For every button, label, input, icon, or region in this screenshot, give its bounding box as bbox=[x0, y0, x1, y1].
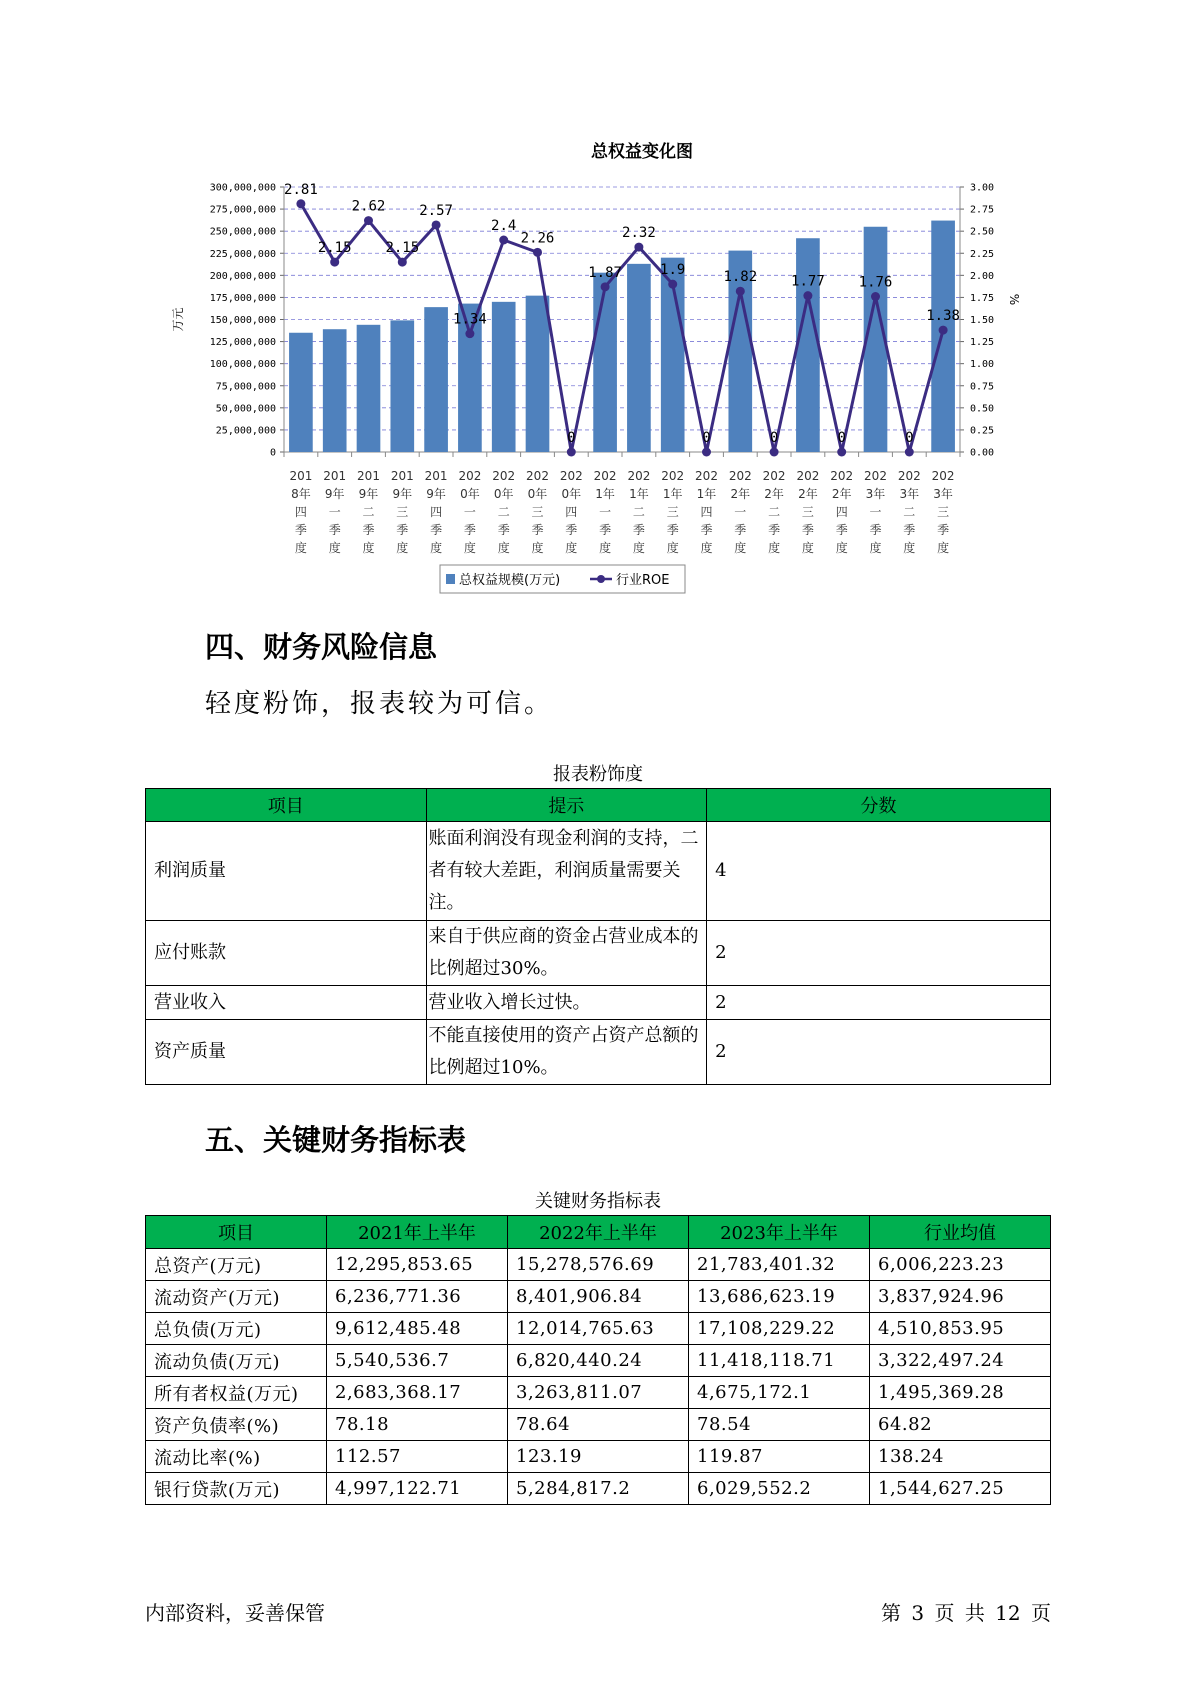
kpi-2021h1: 112.57 bbox=[327, 1441, 508, 1473]
roe-data-label: 1.77 bbox=[791, 273, 825, 290]
roe-point bbox=[803, 291, 812, 300]
risk-item: 资产质量 bbox=[146, 1020, 427, 1085]
kpi-2023h1: 78.54 bbox=[689, 1409, 870, 1441]
x-tick-label: 202 bbox=[897, 469, 921, 483]
x-tick-label: 度 bbox=[734, 541, 747, 555]
x-tick-label: 三 bbox=[396, 505, 409, 519]
x-tick-label: 度 bbox=[463, 541, 476, 555]
x-tick-label: 季 bbox=[903, 523, 916, 537]
x-tick-label: 一 bbox=[463, 505, 476, 519]
kpi-2022h1: 12,014,765.63 bbox=[508, 1313, 689, 1345]
roe-point bbox=[770, 448, 779, 457]
x-tick-label: 202 bbox=[695, 469, 718, 483]
x-tick-label: 3年 bbox=[865, 487, 886, 501]
x-tick-label: 二 bbox=[362, 505, 375, 519]
legend-swatch-bars bbox=[446, 574, 455, 584]
roe-data-label: 0 bbox=[567, 430, 576, 446]
x-tick-label: 季 bbox=[531, 523, 544, 537]
roe-point bbox=[601, 282, 610, 291]
table-row bbox=[146, 1281, 1051, 1313]
bar bbox=[323, 329, 347, 452]
kpi-industry-avg: 3,322,497.24 bbox=[870, 1345, 1051, 1377]
kpi-2022h1: 15,278,576.69 bbox=[508, 1249, 689, 1281]
x-tick-label: 季 bbox=[801, 523, 814, 537]
y-tick-label: 250,000,000 bbox=[209, 226, 276, 238]
risk-score: 2 bbox=[707, 986, 1051, 1020]
x-tick-label: 0年 bbox=[460, 487, 480, 501]
x-tick-label: 2年 bbox=[798, 487, 818, 501]
risk-score: 2 bbox=[707, 921, 1051, 986]
x-tick-label: 度 bbox=[599, 541, 612, 555]
roe-point bbox=[702, 448, 711, 457]
roe-point bbox=[398, 258, 407, 267]
x-tick-label: 季 bbox=[362, 523, 375, 537]
kpi-header-2023h1: 2023年上半年 bbox=[689, 1216, 870, 1249]
x-tick-label: 季 bbox=[869, 523, 882, 537]
x-tick-label: 202 bbox=[458, 469, 482, 483]
roe-point bbox=[533, 248, 542, 257]
y-tick-label: 0 bbox=[269, 447, 276, 459]
y2-tick-label: 1.75 bbox=[970, 292, 995, 304]
kpi-2021h1: 12,295,853.65 bbox=[327, 1249, 508, 1281]
x-tick-label: 202 bbox=[492, 469, 516, 483]
x-tick-label: 度 bbox=[903, 541, 916, 555]
kpi-table bbox=[145, 1215, 1051, 1505]
x-tick-label: 202 bbox=[931, 469, 955, 483]
x-tick-label: 一 bbox=[734, 505, 747, 519]
x-tick-label: 201 bbox=[390, 469, 414, 483]
roe-data-label: 2.62 bbox=[351, 198, 386, 215]
roe-data-label: 1.34 bbox=[453, 311, 487, 328]
x-tick-label: 9年 bbox=[358, 487, 379, 501]
x-tick-label: 四 bbox=[294, 505, 307, 519]
x-tick-label: 季 bbox=[599, 523, 612, 537]
x-tick-label: 度 bbox=[430, 541, 443, 555]
kpi-industry-avg: 1,495,369.28 bbox=[870, 1377, 1051, 1409]
y-tick-label: 75,000,000 bbox=[215, 381, 276, 393]
kpi-2023h1: 21,783,401.32 bbox=[689, 1249, 870, 1281]
kpi-item: 流动负债(万元) bbox=[146, 1345, 327, 1377]
roe-point bbox=[905, 448, 914, 457]
bar bbox=[424, 307, 448, 452]
x-tick-label: 季 bbox=[430, 523, 443, 537]
footer-page-number: 第 3 页 共 12 页 bbox=[881, 1601, 1051, 1625]
y2-tick-label: 2.50 bbox=[970, 226, 995, 238]
x-tick-label: 0年 bbox=[527, 487, 548, 501]
y-tick-label: 275,000,000 bbox=[209, 204, 276, 216]
y-tick-label: 150,000,000 bbox=[209, 315, 276, 326]
x-tick-label: 三 bbox=[937, 505, 950, 519]
roe-point bbox=[296, 199, 305, 208]
x-tick-label: 四 bbox=[430, 505, 443, 519]
roe-data-label: 2.32 bbox=[622, 225, 656, 242]
kpi-table-caption: 关键财务指标表 bbox=[535, 1191, 661, 1212]
x-tick-label: 度 bbox=[835, 541, 848, 555]
x-tick-label: 季 bbox=[768, 523, 781, 537]
x-tick-label: 季 bbox=[463, 523, 476, 537]
x-tick-label: 季 bbox=[666, 523, 679, 537]
risk-item: 利润质量 bbox=[146, 822, 427, 921]
equity-chart bbox=[160, 130, 1040, 600]
x-tick-label: 1年 bbox=[595, 487, 615, 501]
x-tick-label: 9年 bbox=[426, 487, 446, 501]
kpi-header-item: 项目 bbox=[146, 1216, 327, 1249]
x-tick-label: 四 bbox=[565, 505, 578, 519]
roe-point bbox=[837, 448, 846, 457]
x-tick-label: 2年 bbox=[764, 487, 784, 501]
y-tick-label: 225,000,000 bbox=[209, 248, 276, 260]
x-tick-label: 四 bbox=[700, 505, 713, 519]
risk-score: 4 bbox=[707, 822, 1051, 921]
x-tick-label: 0年 bbox=[493, 487, 514, 501]
roe-data-label: 0 bbox=[905, 430, 914, 446]
x-tick-label: 度 bbox=[328, 541, 341, 555]
x-tick-label: 3年 bbox=[899, 487, 920, 501]
x-tick-label: 度 bbox=[666, 541, 679, 555]
table-row bbox=[146, 921, 1051, 986]
y-tick-label: 200,000,000 bbox=[209, 270, 276, 282]
x-tick-label: 度 bbox=[937, 541, 950, 555]
legend-swatch-marker bbox=[597, 575, 605, 583]
kpi-2021h1: 6,236,771.36 bbox=[327, 1281, 508, 1313]
risk-header-hint: 提示 bbox=[426, 789, 707, 822]
y2-tick-label: 2.25 bbox=[970, 248, 995, 260]
x-tick-label: 201 bbox=[323, 469, 347, 483]
bar bbox=[627, 264, 651, 452]
kpi-2023h1: 6,029,552.2 bbox=[689, 1473, 870, 1505]
kpi-industry-avg: 138.24 bbox=[870, 1441, 1051, 1473]
x-tick-label: 三 bbox=[801, 505, 814, 519]
roe-data-label: 1.9 bbox=[660, 262, 686, 279]
kpi-item: 总资产(万元) bbox=[146, 1249, 327, 1281]
x-tick-label: 度 bbox=[565, 541, 578, 555]
kpi-2021h1: 4,997,122.71 bbox=[327, 1473, 508, 1505]
risk-table bbox=[145, 788, 1051, 1085]
x-tick-label: 1年 bbox=[662, 487, 683, 501]
footer-confidential-note: 内部资料，妥善保管 bbox=[145, 1601, 325, 1625]
roe-point bbox=[432, 220, 441, 229]
x-tick-label: 度 bbox=[497, 541, 510, 555]
x-tick-label: 一 bbox=[869, 505, 882, 519]
x-tick-label: 201 bbox=[289, 469, 313, 483]
x-tick-label: 度 bbox=[396, 541, 409, 555]
x-tick-label: 三 bbox=[666, 505, 679, 519]
y2-axis-label: % bbox=[1007, 293, 1021, 306]
x-tick-label: 1年 bbox=[629, 487, 649, 501]
x-tick-label: 202 bbox=[728, 469, 752, 483]
kpi-industry-avg: 1,544,627.25 bbox=[870, 1473, 1051, 1505]
bar bbox=[390, 320, 414, 452]
x-tick-label: 2年 bbox=[730, 487, 751, 501]
x-tick-label: 二 bbox=[903, 505, 916, 519]
kpi-item: 资产负债率(%) bbox=[146, 1409, 327, 1441]
y-axis-label: 万元 bbox=[171, 307, 185, 332]
table-row bbox=[146, 1441, 1051, 1473]
kpi-2022h1: 6,820,440.24 bbox=[508, 1345, 689, 1377]
x-tick-label: 202 bbox=[559, 469, 583, 483]
x-tick-label: 202 bbox=[762, 469, 786, 483]
roe-data-label: 2.81 bbox=[284, 181, 318, 198]
roe-data-label: 0 bbox=[702, 430, 711, 446]
y2-tick-label: 0.75 bbox=[970, 381, 995, 393]
kpi-2023h1: 11,418,118.71 bbox=[689, 1345, 870, 1377]
kpi-2023h1: 4,675,172.1 bbox=[689, 1377, 870, 1409]
x-tick-label: 度 bbox=[768, 541, 781, 555]
kpi-header-industry-avg: 行业均值 bbox=[870, 1216, 1051, 1249]
roe-point bbox=[465, 329, 474, 338]
x-tick-label: 季 bbox=[632, 523, 645, 537]
x-tick-label: 度 bbox=[294, 541, 307, 555]
roe-data-label: 2.15 bbox=[317, 240, 352, 257]
table-row bbox=[146, 1377, 1051, 1409]
kpi-2022h1: 78.64 bbox=[508, 1409, 689, 1441]
risk-summary: 轻度粉饰，报表较为可信。 bbox=[205, 689, 554, 719]
roe-data-label: 2.15 bbox=[385, 240, 420, 257]
x-tick-label: 1年 bbox=[696, 487, 717, 501]
y-tick-label: 100,000,000 bbox=[209, 359, 276, 371]
x-tick-label: 202 bbox=[661, 469, 685, 483]
x-tick-label: 季 bbox=[937, 523, 950, 537]
x-tick-label: 202 bbox=[593, 469, 617, 483]
kpi-item: 银行贷款(万元) bbox=[146, 1473, 327, 1505]
x-tick-label: 201 bbox=[424, 469, 448, 483]
roe-data-label: 0 bbox=[837, 430, 846, 446]
roe-point bbox=[330, 258, 339, 267]
x-tick-label: 季 bbox=[328, 523, 341, 537]
kpi-industry-avg: 6,006,223.23 bbox=[870, 1249, 1051, 1281]
y2-tick-label: 0.00 bbox=[970, 447, 995, 459]
y-tick-label: 175,000,000 bbox=[209, 292, 276, 304]
table-row bbox=[146, 1020, 1051, 1085]
kpi-2023h1: 17,108,229.22 bbox=[689, 1313, 870, 1345]
roe-data-label: 2.26 bbox=[520, 230, 555, 247]
y2-tick-label: 0.50 bbox=[970, 403, 995, 415]
table-row bbox=[146, 986, 1051, 1020]
x-tick-label: 二 bbox=[497, 505, 510, 519]
x-tick-label: 季 bbox=[294, 523, 307, 537]
y2-tick-label: 2.75 bbox=[970, 204, 995, 216]
risk-table-caption: 报表粉饰度 bbox=[553, 764, 643, 785]
kpi-2023h1: 13,686,623.19 bbox=[689, 1281, 870, 1313]
x-tick-label: 202 bbox=[864, 469, 887, 483]
risk-header-score: 分数 bbox=[707, 789, 1051, 822]
risk-table-header-row bbox=[146, 789, 1051, 822]
risk-header-item: 项目 bbox=[146, 789, 427, 822]
x-tick-label: 季 bbox=[497, 523, 510, 537]
x-tick-label: 3年 bbox=[933, 487, 953, 501]
table-row bbox=[146, 822, 1051, 921]
bar bbox=[796, 238, 820, 452]
roe-point bbox=[939, 326, 948, 335]
risk-hint: 来自于供应商的资金占营业成本的比例超过30%。 bbox=[426, 921, 707, 986]
y2-tick-label: 2.00 bbox=[970, 270, 995, 282]
roe-data-label: 1.38 bbox=[926, 308, 960, 325]
y-tick-label: 50,000,000 bbox=[215, 403, 276, 415]
chart-svg bbox=[160, 130, 1040, 600]
bar bbox=[931, 221, 955, 452]
table-row bbox=[146, 1409, 1051, 1441]
y2-tick-label: 3.00 bbox=[970, 182, 995, 194]
x-tick-label: 一 bbox=[328, 505, 341, 519]
roe-data-label: 2.4 bbox=[491, 218, 517, 234]
kpi-item: 流动资产(万元) bbox=[146, 1281, 327, 1313]
table-row bbox=[146, 1345, 1051, 1377]
x-tick-label: 季 bbox=[835, 523, 848, 537]
kpi-industry-avg: 3,837,924.96 bbox=[870, 1281, 1051, 1313]
risk-score: 2 bbox=[707, 1020, 1051, 1085]
kpi-header-2021h1: 2021年上半年 bbox=[327, 1216, 508, 1249]
table-row bbox=[146, 1473, 1051, 1505]
roe-point bbox=[634, 243, 643, 252]
x-tick-label: 202 bbox=[830, 469, 854, 483]
roe-point bbox=[499, 236, 508, 245]
x-tick-label: 度 bbox=[362, 541, 375, 555]
x-tick-label: 度 bbox=[801, 541, 814, 555]
risk-section-heading: 四、财务风险信息 bbox=[205, 630, 438, 664]
kpi-industry-avg: 4,510,853.95 bbox=[870, 1313, 1051, 1345]
kpi-2022h1: 5,284,817.2 bbox=[508, 1473, 689, 1505]
y-tick-label: 300,000,000 bbox=[209, 182, 276, 194]
legend-label-bars: 总权益规模(万元) bbox=[459, 573, 561, 588]
kpi-industry-avg: 64.82 bbox=[870, 1409, 1051, 1441]
x-tick-label: 度 bbox=[531, 541, 544, 555]
x-tick-label: 二 bbox=[768, 505, 781, 519]
risk-item: 营业收入 bbox=[146, 986, 427, 1020]
x-tick-label: 202 bbox=[627, 469, 651, 483]
risk-hint: 不能直接使用的资产占资产总额的比例超过10%。 bbox=[426, 1020, 707, 1085]
table-row bbox=[146, 1249, 1051, 1281]
x-tick-label: 9年 bbox=[324, 487, 345, 501]
x-tick-label: 季 bbox=[396, 523, 409, 537]
y2-tick-label: 1.25 bbox=[970, 337, 995, 349]
bar bbox=[289, 333, 313, 452]
y2-tick-label: 1.50 bbox=[970, 315, 995, 326]
roe-point bbox=[364, 216, 373, 225]
kpi-table-header-row bbox=[146, 1216, 1051, 1249]
kpi-2022h1: 123.19 bbox=[508, 1441, 689, 1473]
kpi-2022h1: 3,263,811.07 bbox=[508, 1377, 689, 1409]
y-tick-label: 125,000,000 bbox=[209, 337, 276, 349]
x-tick-label: 202 bbox=[526, 469, 549, 483]
x-tick-label: 二 bbox=[632, 505, 645, 519]
bar bbox=[357, 325, 381, 452]
kpi-item: 流动比率(%) bbox=[146, 1441, 327, 1473]
roe-data-label: 2.57 bbox=[419, 202, 453, 219]
x-tick-label: 度 bbox=[632, 541, 645, 555]
bar bbox=[593, 273, 617, 452]
x-tick-label: 度 bbox=[869, 541, 882, 555]
x-tick-label: 8年 bbox=[291, 487, 311, 501]
kpi-2022h1: 8,401,906.84 bbox=[508, 1281, 689, 1313]
x-tick-label: 季 bbox=[565, 523, 578, 537]
roe-data-label: 1.87 bbox=[588, 264, 622, 281]
x-tick-label: 度 bbox=[700, 541, 713, 555]
table-row bbox=[146, 1313, 1051, 1345]
x-tick-label: 一 bbox=[599, 505, 612, 519]
legend-label-line: 行业ROE bbox=[616, 573, 670, 588]
risk-item: 应付账款 bbox=[146, 921, 427, 986]
kpi-item: 总负债(万元) bbox=[146, 1313, 327, 1345]
roe-point bbox=[668, 280, 677, 289]
kpi-2021h1: 9,612,485.48 bbox=[327, 1313, 508, 1345]
roe-data-label: 1.76 bbox=[858, 274, 893, 291]
roe-point bbox=[736, 287, 745, 296]
x-tick-label: 202 bbox=[796, 469, 820, 483]
roe-point bbox=[871, 292, 880, 301]
y2-tick-label: 1.00 bbox=[970, 359, 995, 371]
x-tick-label: 三 bbox=[531, 505, 544, 519]
kpi-section-heading: 五、关键财务指标表 bbox=[205, 1123, 467, 1157]
y2-tick-label: 0.25 bbox=[970, 425, 995, 437]
x-tick-label: 季 bbox=[700, 523, 713, 537]
risk-hint: 营业收入增长过快。 bbox=[426, 986, 707, 1020]
x-tick-label: 2年 bbox=[831, 487, 852, 501]
bar bbox=[492, 302, 516, 452]
risk-hint: 账面利润没有现金利润的支持，二者有较大差距，利润质量需要关注。 bbox=[426, 822, 707, 921]
kpi-header-2022h1: 2022年上半年 bbox=[508, 1216, 689, 1249]
x-tick-label: 0年 bbox=[561, 487, 582, 501]
kpi-2021h1: 5,540,536.7 bbox=[327, 1345, 508, 1377]
y-tick-label: 25,000,000 bbox=[215, 425, 276, 437]
x-tick-label: 季 bbox=[734, 523, 747, 537]
kpi-item: 所有者权益(万元) bbox=[146, 1377, 327, 1409]
kpi-2021h1: 2,683,368.17 bbox=[327, 1377, 508, 1409]
kpi-2023h1: 119.87 bbox=[689, 1441, 870, 1473]
chart-title: 总权益变化图 bbox=[591, 142, 693, 162]
roe-data-label: 0 bbox=[769, 430, 779, 446]
roe-point bbox=[567, 448, 576, 457]
x-tick-label: 9年 bbox=[392, 487, 413, 501]
roe-data-label: 1.82 bbox=[723, 269, 758, 286]
x-tick-label: 201 bbox=[357, 469, 380, 483]
kpi-2021h1: 78.18 bbox=[327, 1409, 508, 1441]
x-tick-label: 四 bbox=[835, 505, 848, 519]
bar bbox=[526, 296, 550, 452]
